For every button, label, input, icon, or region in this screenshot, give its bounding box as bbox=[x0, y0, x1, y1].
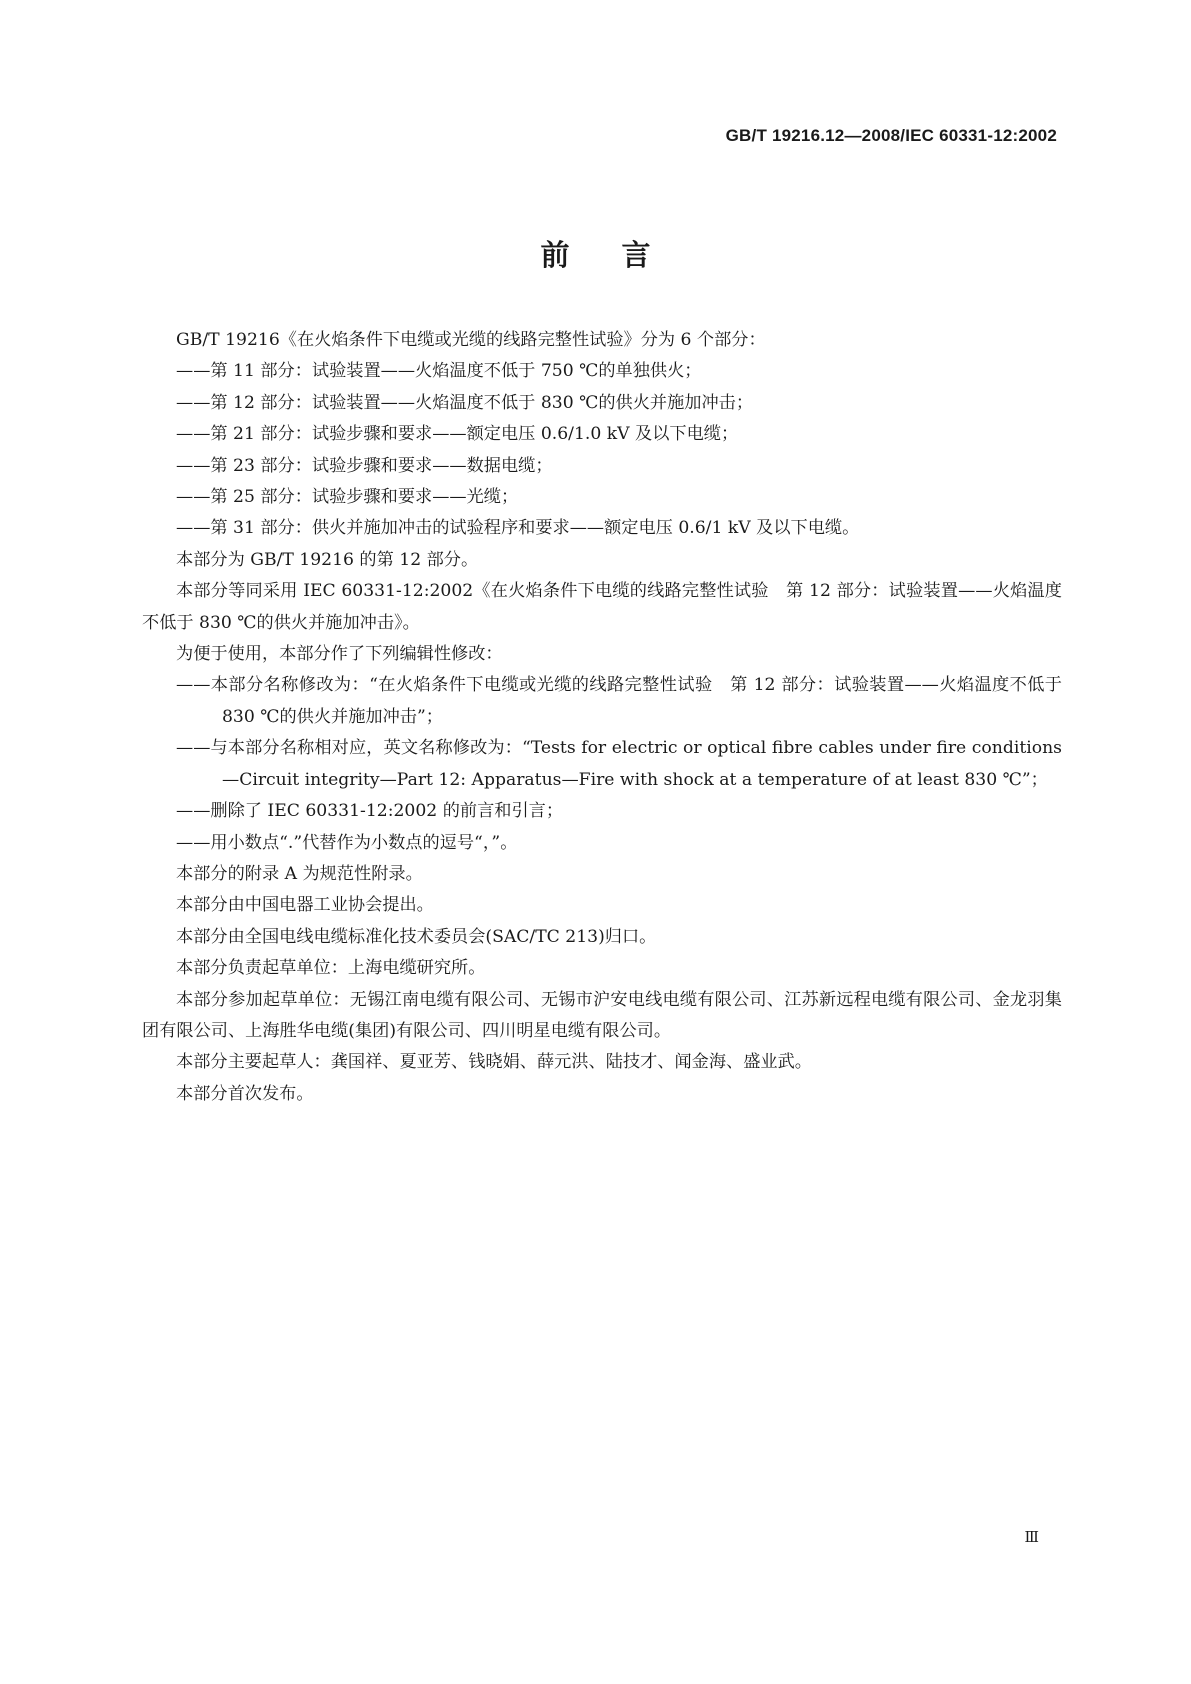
page-title: 前言 bbox=[540, 238, 703, 272]
standard-code-header: GB/T 19216.12—2008/IEC 60331-12:2002 bbox=[725, 126, 1057, 145]
paragraph-proposer: 本部分由中国电器工业协会提出。 bbox=[176, 895, 434, 916]
page-number: Ⅲ bbox=[1024, 1528, 1039, 1546]
list-item-english-name: ——与本部分名称相对应，英文名称修改为：“Tests for electric or optical fibre cables under fire conditions—Circuit integrity—Part 12: Apparatus—Fire with shock at a temperature of at least 830 ℃”； bbox=[176, 738, 1062, 790]
document-body bbox=[142, 325, 1062, 1110]
paragraph-edits-intro: 为便于使用，本部分作了下列编辑性修改： bbox=[176, 644, 503, 665]
list-item-part-23: ——第 23 部分：试验步骤和要求——数据电缆； bbox=[176, 455, 553, 476]
list-item-part-21: ——第 21 部分：试验步骤和要求——额定电压 0.6/1.0 kV 及以下电缆； bbox=[176, 424, 739, 445]
list-item-part-12: ——第 12 部分：试验装置——火焰温度不低于 830 ℃的供火并施加冲击； bbox=[176, 392, 754, 413]
list-item-name-change: ——本部分名称修改为：“在火焰条件下电缆或光缆的线路完整性试验 第 12 部分：试验装置——火焰温度不低于 830 ℃的供火并施加冲击”； bbox=[176, 675, 1062, 727]
list-item-part-31: ——第 31 部分：供火并施加冲击的试验程序和要求——额定电压 0.6/1 kV 及以下电缆。 bbox=[176, 518, 860, 539]
paragraph-committee: 本部分由全国电线电缆标准化技术委员会(SAC/TC 213)归口。 bbox=[176, 926, 657, 947]
paragraph-participating-units: 本部分参加起草单位：无锡江南电缆有限公司、无锡市沪安电线电缆有限公司、江苏新远程电缆有限公司、金龙羽集团有限公司、上海胜华电缆(集团)有限公司、四川明星电缆有限公司。 bbox=[142, 989, 1062, 1041]
paragraph-adoption: 本部分等同采用 IEC 60331-12:2002《在火焰条件下电缆的线路完整性试验 第 12 部分：试验装置——火焰温度不低于 830 ℃的供火并施加冲击》。 bbox=[142, 581, 1062, 633]
paragraph-drafters: 本部分主要起草人：龚国祥、夏亚芳、钱晓娟、薛元洪、陆技才、闻金海、盛业武。 bbox=[176, 1052, 812, 1073]
list-item-part-11: ——第 11 部分：试验装置——火焰温度不低于 750 ℃的单独供火； bbox=[176, 361, 702, 382]
list-item-removed-foreword: ——删除了 IEC 60331-12:2002 的前言和引言； bbox=[176, 801, 564, 822]
list-item-decimal-point: ——用小数点“.”代替作为小数点的逗号“，”。 bbox=[176, 832, 518, 853]
paragraph-drafting-unit: 本部分负责起草单位：上海电缆研究所。 bbox=[176, 958, 486, 979]
paragraph-intro: GB/T 19216《在火焰条件下电缆或光缆的线路完整性试验》分为 6 个部分： bbox=[176, 330, 766, 350]
list-item-part-25: ——第 25 部分：试验步骤和要求——光缆； bbox=[176, 487, 519, 508]
paragraph-annex: 本部分的附录 A 为规范性附录。 bbox=[176, 863, 423, 884]
paragraph-part-number: 本部分为 GB/T 19216 的第 12 部分。 bbox=[176, 549, 479, 570]
paragraph-first-release: 本部分首次发布。 bbox=[176, 1083, 314, 1104]
